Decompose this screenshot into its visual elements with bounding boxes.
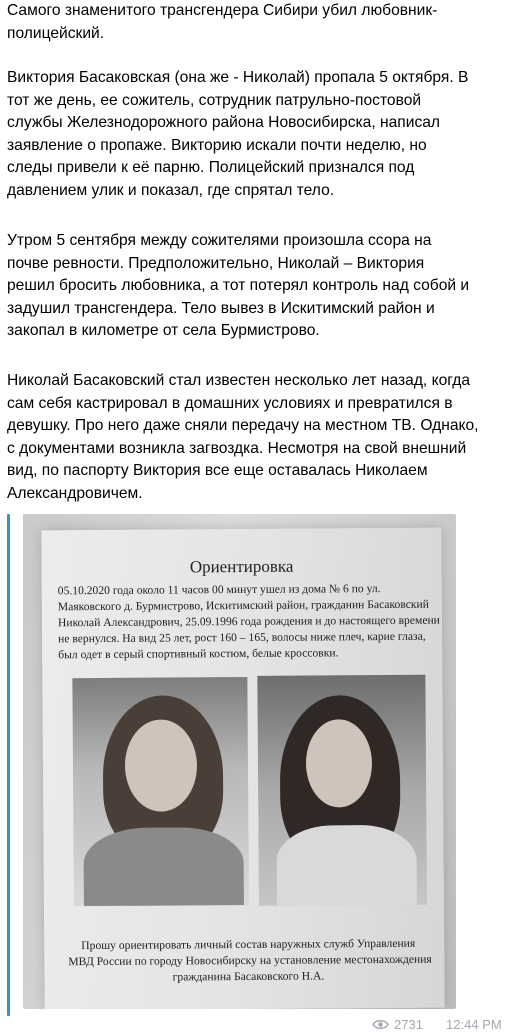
notice-footer-line: гражданина Басаковского Н.А. — [172, 969, 325, 984]
notice-line: Николай Александрович, 25.09.1996 года рождения и до настоящего времени — [57, 613, 440, 630]
notice-footer-line: МВД России по городу Новосибирску на установление местонахождения — [68, 952, 432, 969]
notice-line: Маяковского д. Бурмистрово, Искитимский район, гражданин Басаковский — [57, 597, 429, 614]
text-line: задушил трансгендера. Тело вывез в Искитимский район и — [7, 299, 435, 317]
portrait-photo-left — [72, 677, 249, 906]
post-time: 12:44 PM — [446, 1017, 502, 1032]
text-line: закопал в километре от села Бурмистрово. — [7, 322, 320, 339]
paragraph-2 — [7, 67, 515, 202]
text-line: давлением улик и показал, где спрятал тело. — [7, 181, 335, 199]
paragraph-4 — [7, 370, 515, 505]
notice-line: был одет в серый спортивный костюм, белые кроссовки. — [58, 646, 339, 662]
notice-footer — [68, 936, 432, 987]
notice-footer-line: Прошу ориентировать личный состав наружных служб Управления — [81, 936, 416, 953]
text-line: Самого знаменитого трансгендера Сибири убил любовник- — [7, 2, 438, 19]
quote-bar — [7, 514, 10, 1016]
paragraph-3 — [7, 230, 515, 343]
text-line: Николай Басаковский стал известен несколько лет назад, когда — [7, 372, 471, 389]
notice-line: 05.10.2020 года около 11 часов 00 минут ушел из дома № 6 по ул. — [57, 582, 381, 598]
text-line: Виктория Басаковская (она же - Николай) пропала 5 октября. В — [7, 69, 469, 86]
text-line: Александровичем. — [7, 484, 143, 502]
text-line: тот же день, ее сожитель, сотрудник патрульно-постовой — [7, 91, 422, 109]
eye-icon — [372, 1019, 389, 1030]
views-count: 2731 — [394, 1017, 423, 1032]
text-line: девушку. Про него даже сняли передачу на местном ТВ. Однако, — [7, 417, 479, 434]
text-line: вид, по паспорту Виктория все еще оставалась Николаем — [7, 462, 428, 479]
paragraph-1 — [7, 0, 515, 45]
photo[interactable] — [23, 514, 456, 1009]
text-line: решил бросить любовника, а тот потерял контроль над собой и — [7, 277, 470, 294]
text-line: с документами возникла загвоздка. Несмотря на свой внешний — [7, 439, 467, 457]
notice-line: не вернулся. На вид 25 лет, рост 160 – 165, волосы ниже плеч, карие глаза, — [58, 629, 426, 646]
text-line: сам себя кастрировал в домашних условиях и превратился в — [7, 394, 453, 412]
text-line: заявление о пропаже. Викторию искали почти неделю, но — [7, 136, 427, 154]
text-line: следы привели к её парню. Полицейский признался под — [7, 159, 415, 176]
text-line: Утром 5 сентября между сожителями произошла ссора на — [7, 232, 432, 249]
media-attachment[interactable] — [7, 514, 456, 1016]
portrait-photo-right — [257, 675, 427, 906]
text-line: полицейский. — [7, 24, 105, 42]
text-line: службы Железнодорожного района Новосибирска, написал — [7, 114, 441, 131]
views-counter — [372, 1016, 423, 1033]
missing-person-notice — [41, 528, 444, 1009]
notice-body — [57, 581, 440, 664]
text-line: почве ревности. Предположительно, Николай – Виктория — [7, 254, 425, 272]
notice-title: Ориентировка — [189, 556, 294, 577]
